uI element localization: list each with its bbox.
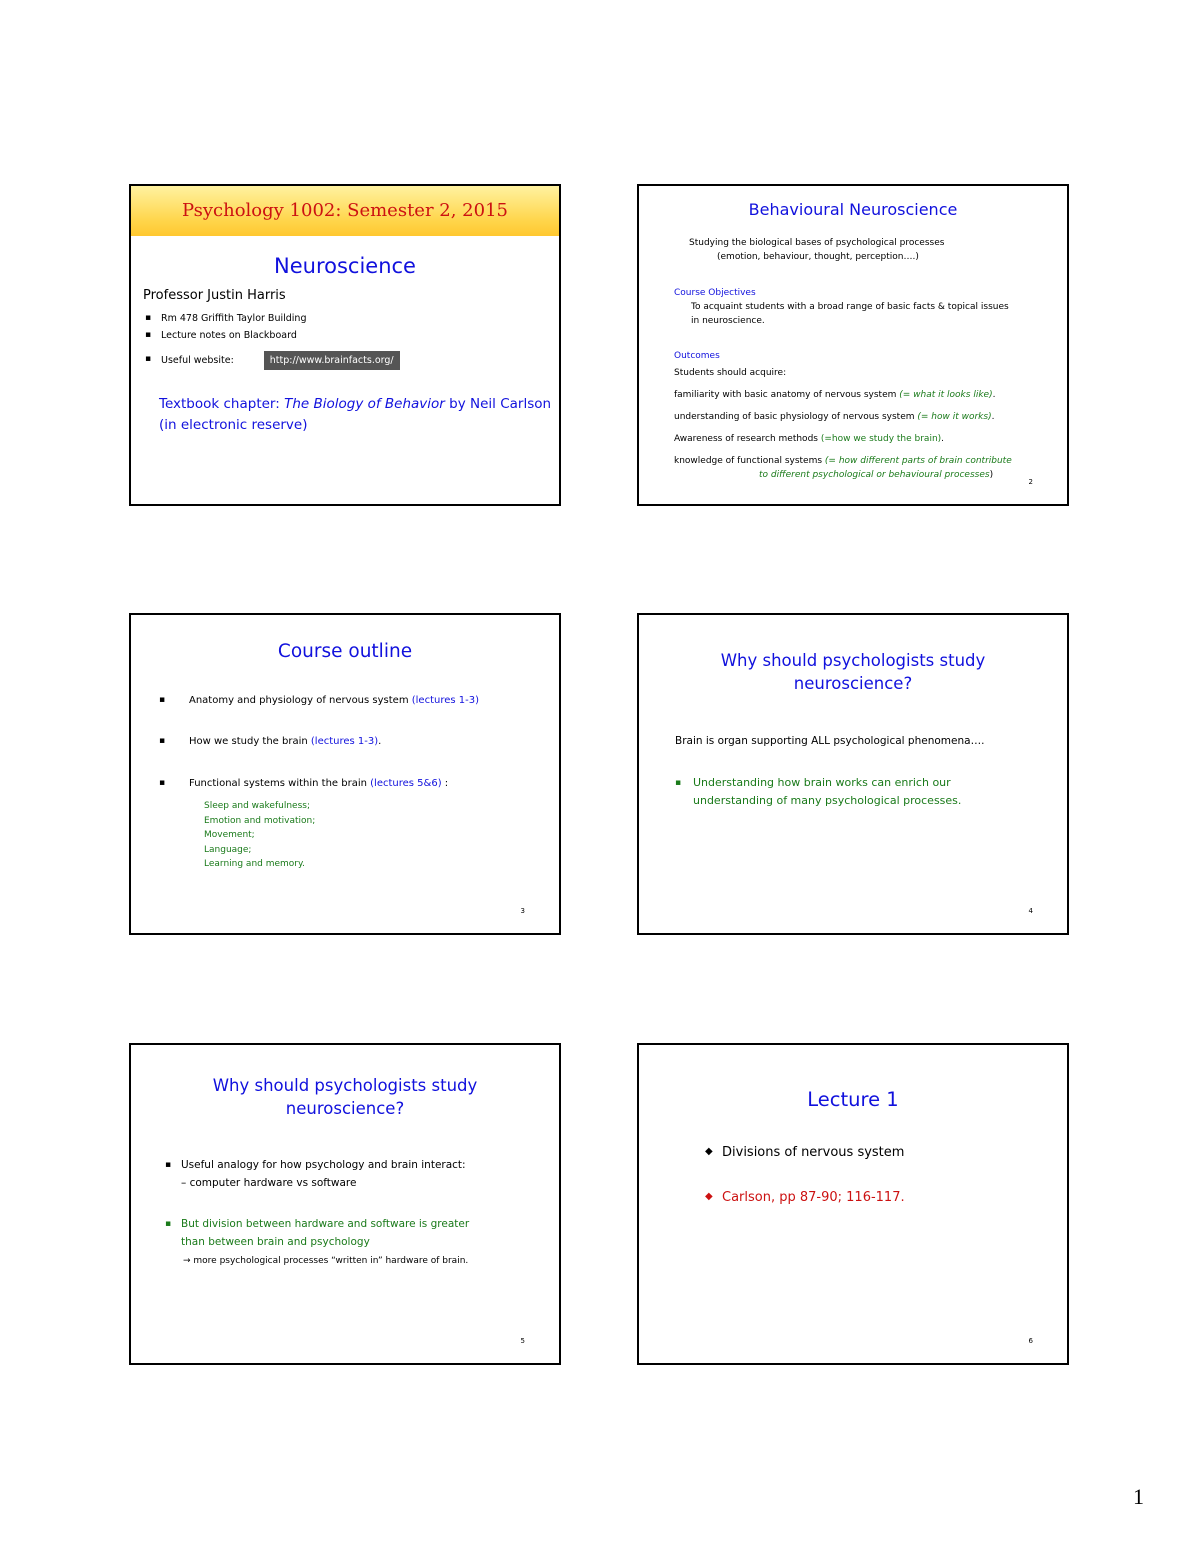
title-line: Why should psychologists study [720,651,986,670]
slide-title: Lecture 1 [807,1088,899,1111]
website-link[interactable]: http://www.brainfacts.org/ [264,351,400,370]
bullet-icon: ▪ [165,1160,172,1170]
slide-6 [637,1043,1069,1365]
course-title: Psychology 1002: Semester 2, 2015 [181,200,508,221]
list-item [675,774,961,810]
slide-title [131,1074,559,1120]
bullet-icon: ▪ [159,695,166,705]
title-line: Why should psychologists study [212,1076,478,1095]
item-text: Carlson, pp 87-90; 116-117. [722,1190,905,1205]
outcome-text: understanding of basic physiology of nervous system [674,412,918,422]
slide-5 [129,1043,561,1365]
item-text: Anatomy and physiology of nervous system [189,695,412,706]
list-item: Emotion and motivation; [204,815,316,826]
outcome-note: to different psychological or behavioural processes [759,470,990,480]
list-item: Movement; [204,830,255,840]
outcome-item: understanding of basic physiology of nervous system (= how it works). [674,412,995,422]
slide-1 [129,184,561,506]
info-list [145,310,400,370]
item-text: than between brain and psychology [181,1236,370,1248]
outcomes-intro: Students should acquire: [674,368,787,378]
item-note: (lectures 5&6) [370,778,442,789]
item-text: Useful analogy for how psychology and brain interact: [181,1159,466,1171]
item-note: (lectures 1-3) [411,695,480,706]
textbook-title: The Biology of Behavior [284,396,445,412]
bullet-icon: ▪ [159,778,166,788]
slide-number: 2 [1028,478,1033,486]
outcome-text: familiarity with basic anatomy of nervous system [674,390,900,400]
outcome-note: (=how we study the brain) [820,434,942,444]
textbook-prefix: Textbook chapter: [159,396,285,412]
page-number: 1 [1133,1484,1144,1509]
outcome-close: ) [989,470,994,480]
outcome-note: (= how different parts of brain contribute [824,456,1012,466]
outcome-note: (= how it works) [917,412,992,422]
objectives-text: in neuroscience. [691,316,765,326]
slide-title: Behavioural Neuroscience [748,200,958,219]
list-item [165,1215,469,1251]
slide-number: 6 [1028,1337,1033,1345]
slide-title [639,649,1067,695]
intro-line: Studying the biological bases of psychological processes [689,238,945,248]
slide-number: 3 [520,907,525,915]
item-text: How we study the brain [189,736,311,747]
intro-line: (emotion, behaviour, thought, perception….) [717,252,919,262]
bullet-icon: ▪ [675,778,682,788]
item-text: Divisions of nervous system [722,1145,905,1160]
item-text: But division between hardware and software is greater [181,1218,470,1230]
slide-number: 5 [520,1337,525,1345]
list-item [145,351,400,370]
item-end: . [378,736,382,747]
list-item [165,1156,466,1192]
functional-systems-list [204,799,315,872]
outcomes-heading: Outcomes [674,351,720,361]
professor-name: Professor Justin Harris [143,288,286,303]
list-item: ▪ Lecture notes on Blackboard [145,327,400,344]
outcome-item: familiarity with basic anatomy of nervous system (= what it looks like). [674,390,996,400]
outcome-item [674,454,1012,468]
item-end: : [441,778,449,789]
textbook-reserve: (in electronic reserve) [159,417,308,433]
website-label: Useful website: [161,355,234,366]
bullet-icon: ◆ [705,1146,713,1157]
item-text: – computer hardware vs software [181,1177,357,1189]
item-text: Understanding how brain works can enrich our [693,776,951,789]
statement: Brain is organ supporting ALL psychological phenomena…. [675,735,985,747]
objectives-heading: Course Objectives [674,288,756,298]
item-text: understanding of many psychological processes. [693,794,962,807]
title-band [131,186,559,236]
objectives-text: To acquaint students with a broad range of basic facts & topical issues [691,302,1009,312]
item-note: (lectures 1-3) [310,736,379,747]
textbook-author: by Neil Carlson [444,396,552,412]
title-line: neuroscience? [793,674,913,693]
list-item [705,1190,905,1205]
title-line: neuroscience? [285,1099,405,1118]
bullet-icon: ◆ [705,1191,713,1202]
outcome-item: Awareness of research methods (=how we study the brain). [674,434,945,444]
slide-title: Course outline [277,641,413,662]
list-item: Learning and memory. [204,859,305,869]
outcome-item-cont [759,468,993,482]
slide-title: Neuroscience [274,254,416,278]
outcome-note: (= what it looks like) [899,390,993,400]
bullet-icon: ▪ [159,736,166,746]
slide-2 [637,184,1069,506]
list-item: ▪ Rm 478 Griffith Taylor Building [145,310,400,327]
list-item: Sleep and wakefulness; [204,801,310,811]
slide-4 [637,613,1069,935]
sub-point: → more psychological processes “written in” hardware of brain. [183,1256,469,1266]
slide-3 [129,613,561,935]
item-text: Functional systems within the brain [189,778,371,789]
outcome-text: knowledge of functional systems [674,456,825,466]
bullet-icon: ▪ [165,1219,172,1229]
list-item: Language; [204,844,252,855]
slide-number: 4 [1028,907,1033,915]
outcome-text: Awareness of research methods [674,434,821,444]
textbook-note [159,394,551,436]
list-item [705,1145,904,1160]
